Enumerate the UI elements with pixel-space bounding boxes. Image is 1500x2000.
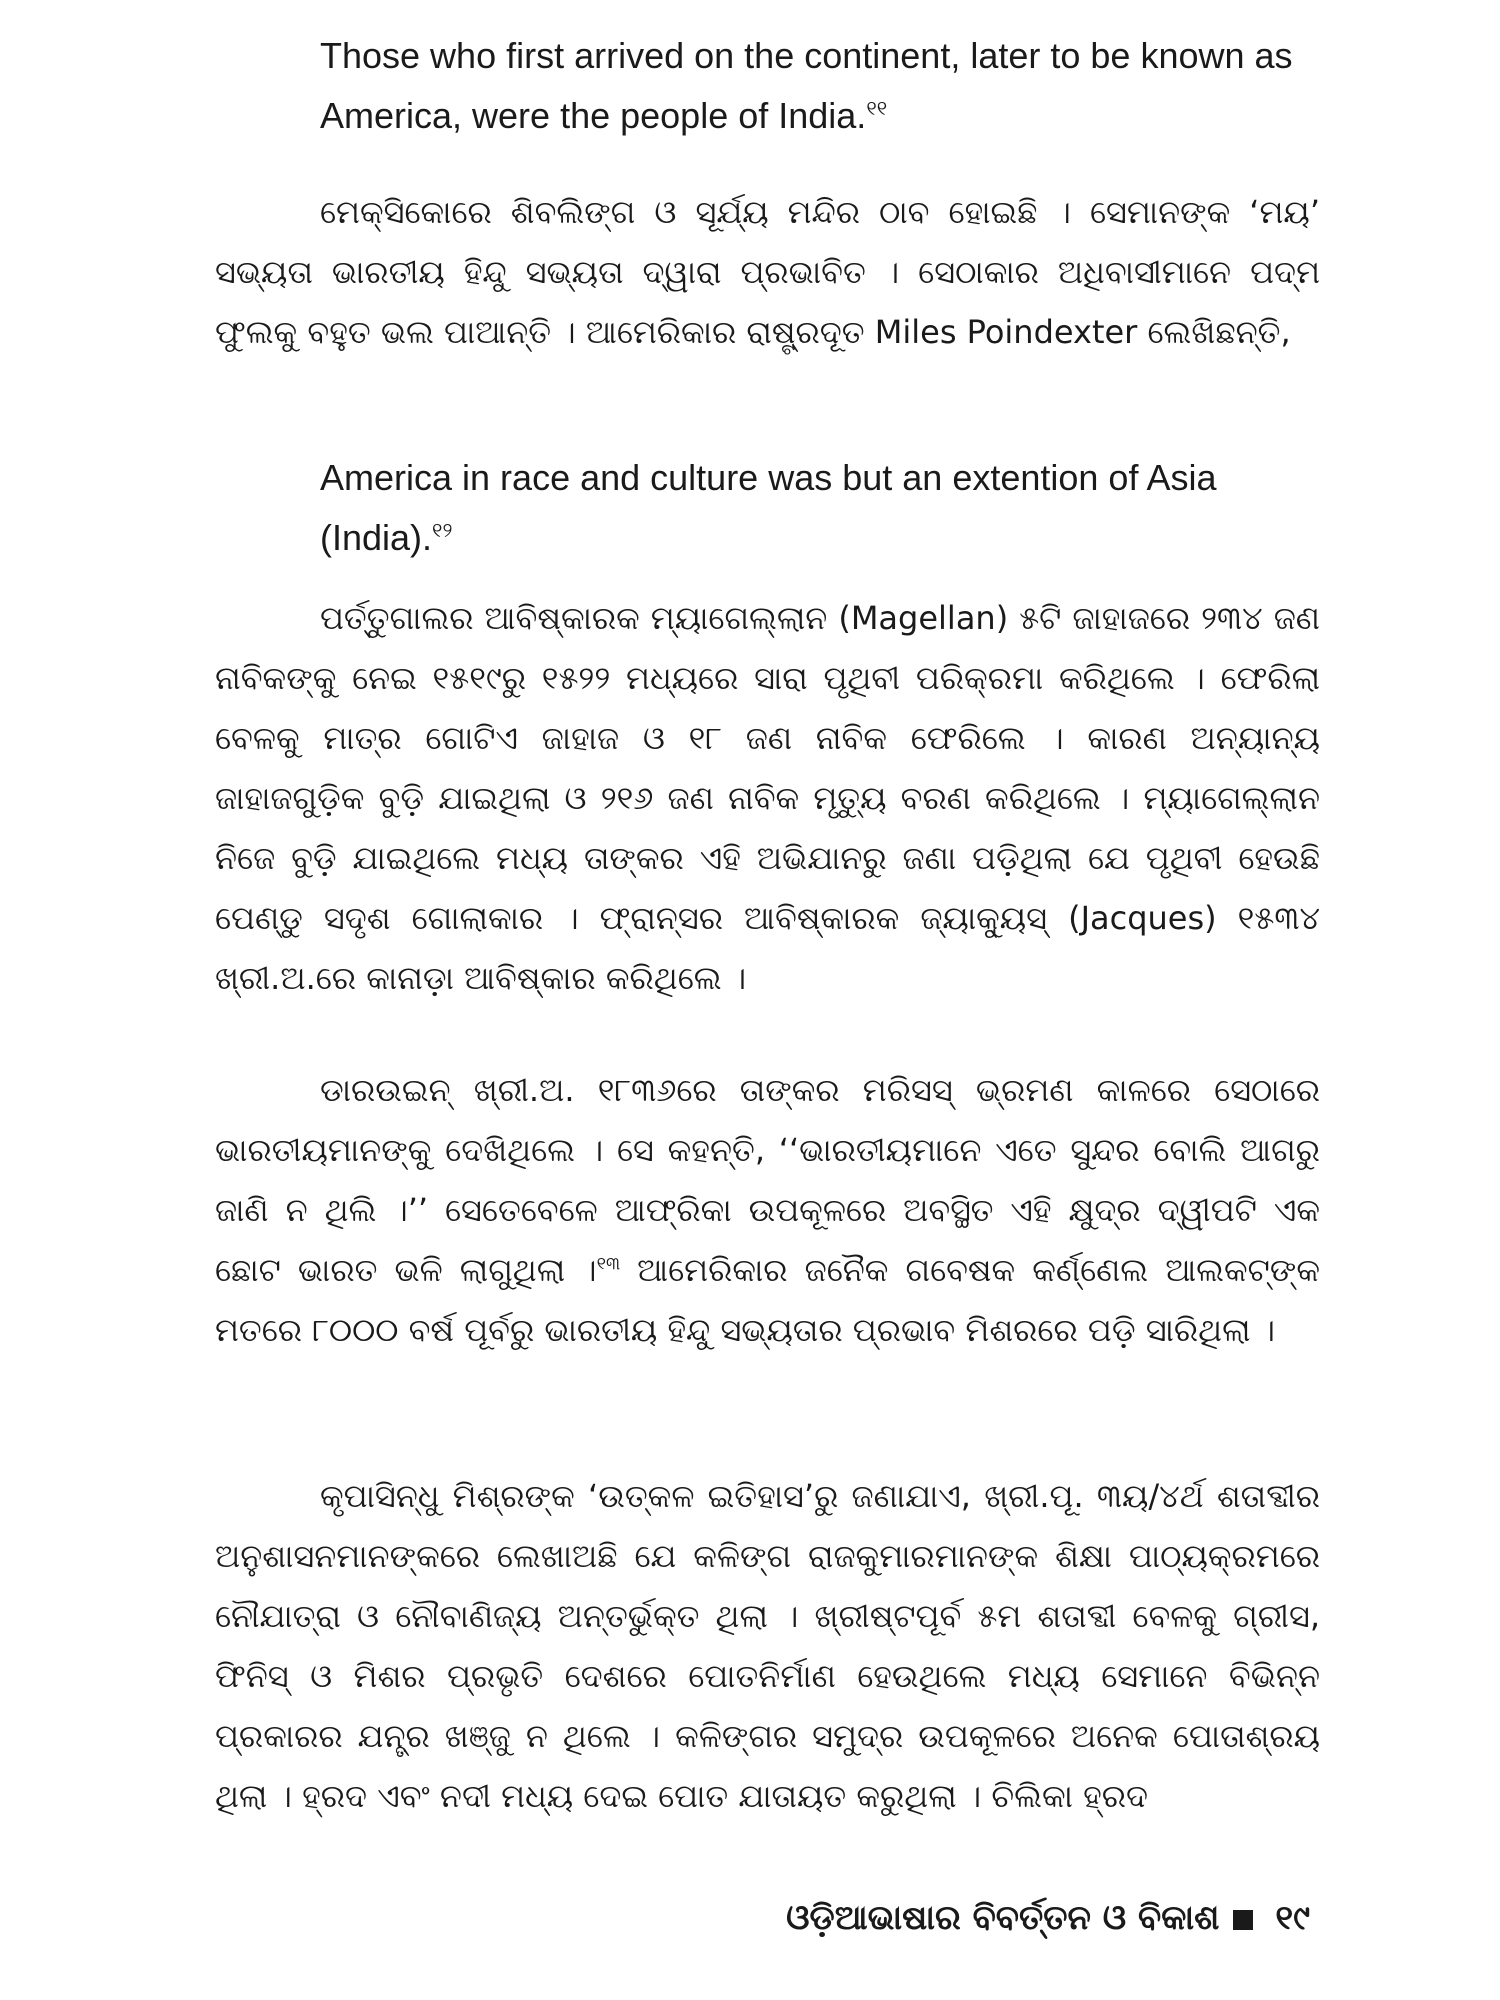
square-bullet-icon xyxy=(1233,1910,1253,1930)
footnote-ref: ୧୧ xyxy=(866,98,888,120)
quote-text: America in race and culture was but an extention of Asia (India). xyxy=(320,457,1217,558)
paragraph-1 xyxy=(215,182,1320,362)
footnote-ref: ୧୩ xyxy=(596,1253,621,1275)
paragraph-2 xyxy=(215,588,1320,1008)
page-footer xyxy=(786,1898,1310,1938)
page-number: ୧୯ xyxy=(1275,1898,1310,1938)
quote-block-2 xyxy=(320,448,1320,568)
quote-text: Those who first arrived on the continent, later to be known as America, were the people of India. xyxy=(320,35,1293,136)
paragraph-text: ପର୍ତ୍ତୁଗାଲର ଆବିଷ୍କାରକ ମ୍ୟାଗେଲ୍ଲାନ (Magellan) ୫ଟି ଜାହାଜରେ ୨୩୪ ଜଣ ନାବିକଙ୍କୁ ନେଇ ୧୫୧୯ରୁ ୧୫୨୨ ମଧ୍ୟରେ ସାରା ପୃଥିବୀ ପରିକ୍ରମା କରିଥିଲେ । ଫେରିଲା ବେଳକୁ ମାତ୍ର ଗୋଟିଏ ଜାହାଜ ଓ ୧୮ ଜଣ ନାବିକ ଫେରିଲେ । କାରଣ ଅନ୍ୟାନ୍ୟ ଜାହାଜଗୁଡ଼ିକ ବୁଡ଼ି ଯାଇଥିଲା ଓ ୨୧୬ ଜଣ ନାବିକ ମୃତ୍ୟୁ ବରଣ କରିଥିଲେ । ମ୍ୟାଗେଲ୍ଲାନ ନିଜେ ବୁଡ଼ି ଯାଇଥିଲେ ମଧ୍ୟ ତାଙ୍କର ଏହି ଅଭିଯାନରୁ ଜଣା ପଡ଼ିଥିଲା ଯେ ପୃଥିବୀ ହେଉଛି ପେଣ୍ଡୁ ସଦୃଶ ଗୋଲାକାର । ଫ୍ରାନ୍‌ସର ଆବିଷ୍କାରକ ଜ୍ୟାକ୍ୟୁସ୍ (Jacques) ୧୫୩୪ ଖ୍ରୀ.ଅ.ରେ କାନାଡ଼ା ଆବିଷ୍କାର କରିଥିଲେ । xyxy=(215,599,1320,997)
quote-block-1 xyxy=(320,26,1320,146)
footnote-ref: ୧୨ xyxy=(432,520,453,542)
paragraph-text: ମେକ୍‌ସିକୋରେ ଶିବଲିଙ୍ଗ ଓ ସୂର୍ଯ୍ୟ ମନ୍ଦିର ଠାବ ହୋଇଛି । ସେମାନଙ୍କ ‘ମୟ’ ସଭ୍ୟତା ଭାରତୀୟ ହିନ୍ଦୁ ସଭ୍ୟତା ଦ୍ୱାରା ପ୍ରଭାବିତ । ସେଠାକାର ଅଧିବାସୀମାନେ ପଦ୍ମ ଫୁଲକୁ ବହୁତ ଭଲ ପାଆନ୍ତି । ଆମେରିକାର ରାଷ୍ଟ୍ରଦୂତ Miles Poindexter ଲେଖିଛନ୍ତି, xyxy=(215,193,1320,351)
paragraph-text-continued: ଆମେରିକାର ଜନୈକ ଗବେଷକ କର୍ଣ୍ଣେଲ ଆଲକଟ୍‌ଙ୍କ ମତରେ ୮୦୦୦ ବର୍ଷ ପୂର୍ବରୁ ଭାରତୀୟ ହିନ୍ଦୁ ସଭ୍ୟତାର ପ୍ରଭାବ ମିଶରରେ ପଡ଼ି ସାରିଥିଲା । xyxy=(215,1251,1320,1349)
paragraph-3 xyxy=(215,1060,1320,1360)
paragraph-text: କୃପାସିନ୍ଧୁ ମିଶ୍ରଙ୍କ ‘ଉତ୍କଳ ଇତିହାସ’ରୁ ଜଣାଯାଏ, ଖ୍ରୀ.ପୂ. ୩ୟ/୪ର୍ଥ ଶତାବ୍ଦୀର ଅନୁଶାସନମାନଙ୍କରେ ଲେଖାଅଛି ଯେ କଳିଙ୍ଗ ରାଜକୁମାରମାନଙ୍କ ଶିକ୍ଷା ପାଠ୍ୟକ୍ରମରେ ନୌଯାତ୍ରା ଓ ନୌବାଣିଜ୍ୟ ଅନ୍ତର୍ଭୁକ୍ତ ଥିଲା । ଖ୍ରୀଷ୍ଟପୂର୍ବ ୫ମ ଶତାବ୍ଦୀ ବେଳକୁ ଗ୍ରୀସ, ଫିନିସ୍ ଓ ମିଶର ପ୍ରଭୃତି ଦେଶରେ ପୋତନିର୍ମାଣ ହେଉଥିଲେ ମଧ୍ୟ ସେମାନେ ବିଭିନ୍ନ ପ୍ରକାରର ଯନ୍ତ୍ର ଖଞ୍ଜୁ ନ ଥିଲେ । କଳିଙ୍ଗର ସମୁଦ୍ର ଉପକୂଳରେ ଅନେକ ପୋତାଶ୍ରୟ ଥିଲା । ହ୍ରଦ ଏବଂ ନଦୀ ମଧ୍ୟ ଦେଇ ପୋତ ଯାତାୟତ କରୁଥିଲା । ଚିଲିକା ହ୍ରଦ xyxy=(215,1477,1320,1815)
paragraph-text: ଡାରଉଇନ୍ ଖ୍ରୀ.ଅ. ୧୮୩୬ରେ ତାଙ୍କର ମରିସସ୍ ଭ୍ରମଣ କାଳରେ ସେଠାରେ ଭାରତୀୟମାନଙ୍କୁ ଦେଖିଥିଲେ । ସେ କହନ୍ତି, ‘‘ଭାରତୀୟମାନେ ଏତେ ସୁନ୍ଦର ବୋଲି ଆଗରୁ ଜାଣି ନ ଥିଲି ।’’ ସେତେବେଳେ ଆଫ୍ରିକା ଉପକୂଳରେ ଅବସ୍ଥିତ ଏହି କ୍ଷୁଦ୍ର ଦ୍ୱୀପଟି ଏକ ଛୋଟ ଭାରତ ଭଳି ଲାଗୁଥିଲା । xyxy=(215,1071,1320,1289)
book-title: ଓଡ଼ିଆଭାଷାର ବିବର୍ତ୍ତନ ଓ ବିକାଶ xyxy=(786,1898,1220,1938)
paragraph-4 xyxy=(215,1466,1320,1826)
